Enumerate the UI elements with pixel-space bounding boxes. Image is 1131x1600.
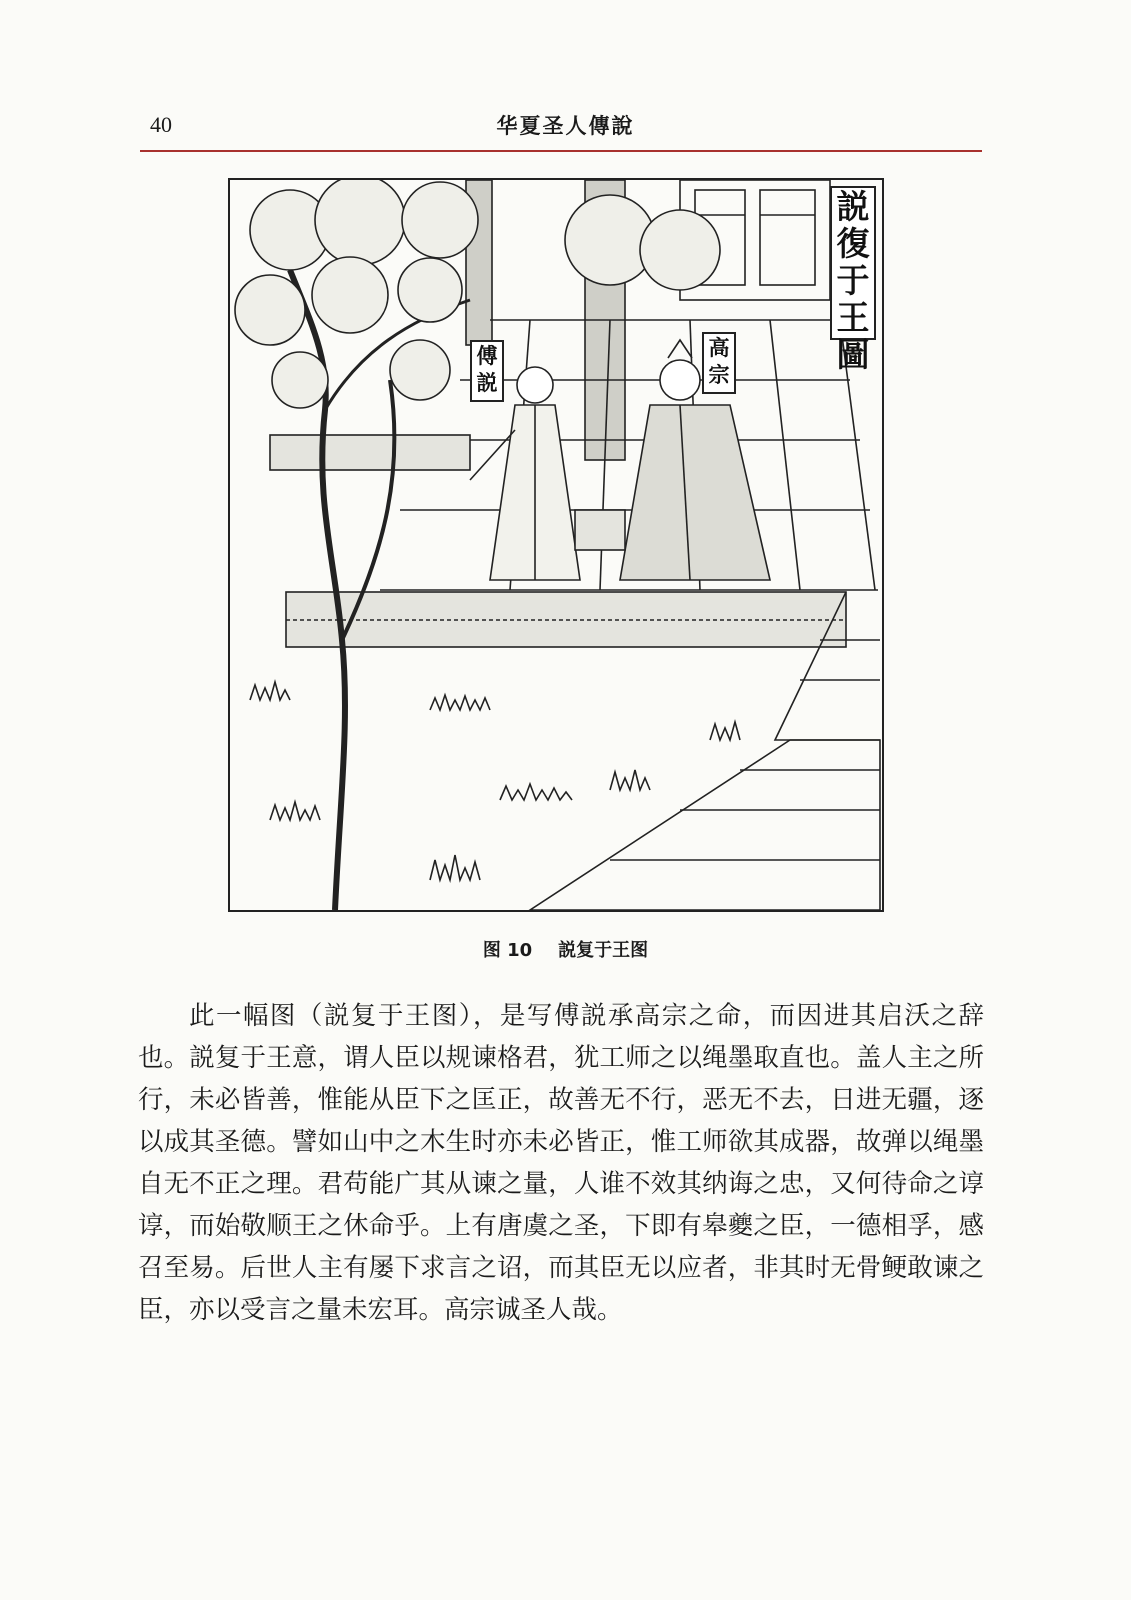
illustration-drawing: [230, 180, 882, 910]
caption-number: 图 10: [482, 940, 533, 961]
running-head-title: 华夏圣人傳說: [496, 113, 635, 138]
header-rule: [140, 150, 982, 152]
woodblock-illustration: [228, 178, 884, 912]
label-gao-zong: 高宗: [702, 332, 736, 394]
illustration-title-cartouche: 説復于王圖: [830, 186, 876, 340]
caption-title: 説复于王图: [558, 940, 649, 961]
figure-caption: [0, 936, 1131, 962]
body-paragraph: 此一幅图（説复于王图），是写傅説承高宗之命，而因进其启沃之辞也。説复于王意，谓人臣以规谏格君，犹工师之以绳墨取直也。盖人主之所行，未必皆善，惟能从臣下之匡正，故善无不行，恶无不去，日进无疆，逐以成其圣德。譬如山中之木生时亦未必皆正，惟工师欲其成器，故弹以绳墨自无不正之理。君苟能广其从谏之量，人谁不效其纳诲之忠，又何待命之谆谆，而始敬顺王之休命乎。上有唐虞之圣，下即有皋夔之臣，一德相孚，感召至易。后世人主有屡下求言之诏，而其臣无以应者，非其时无骨鲠敢谏之臣，亦以受言之量未宏耳。高宗诚圣人哉。: [138, 1001, 984, 1325]
body-text: [138, 995, 984, 1331]
page-number: 40: [150, 112, 172, 137]
label-fu-yue: 傅説: [470, 340, 504, 402]
